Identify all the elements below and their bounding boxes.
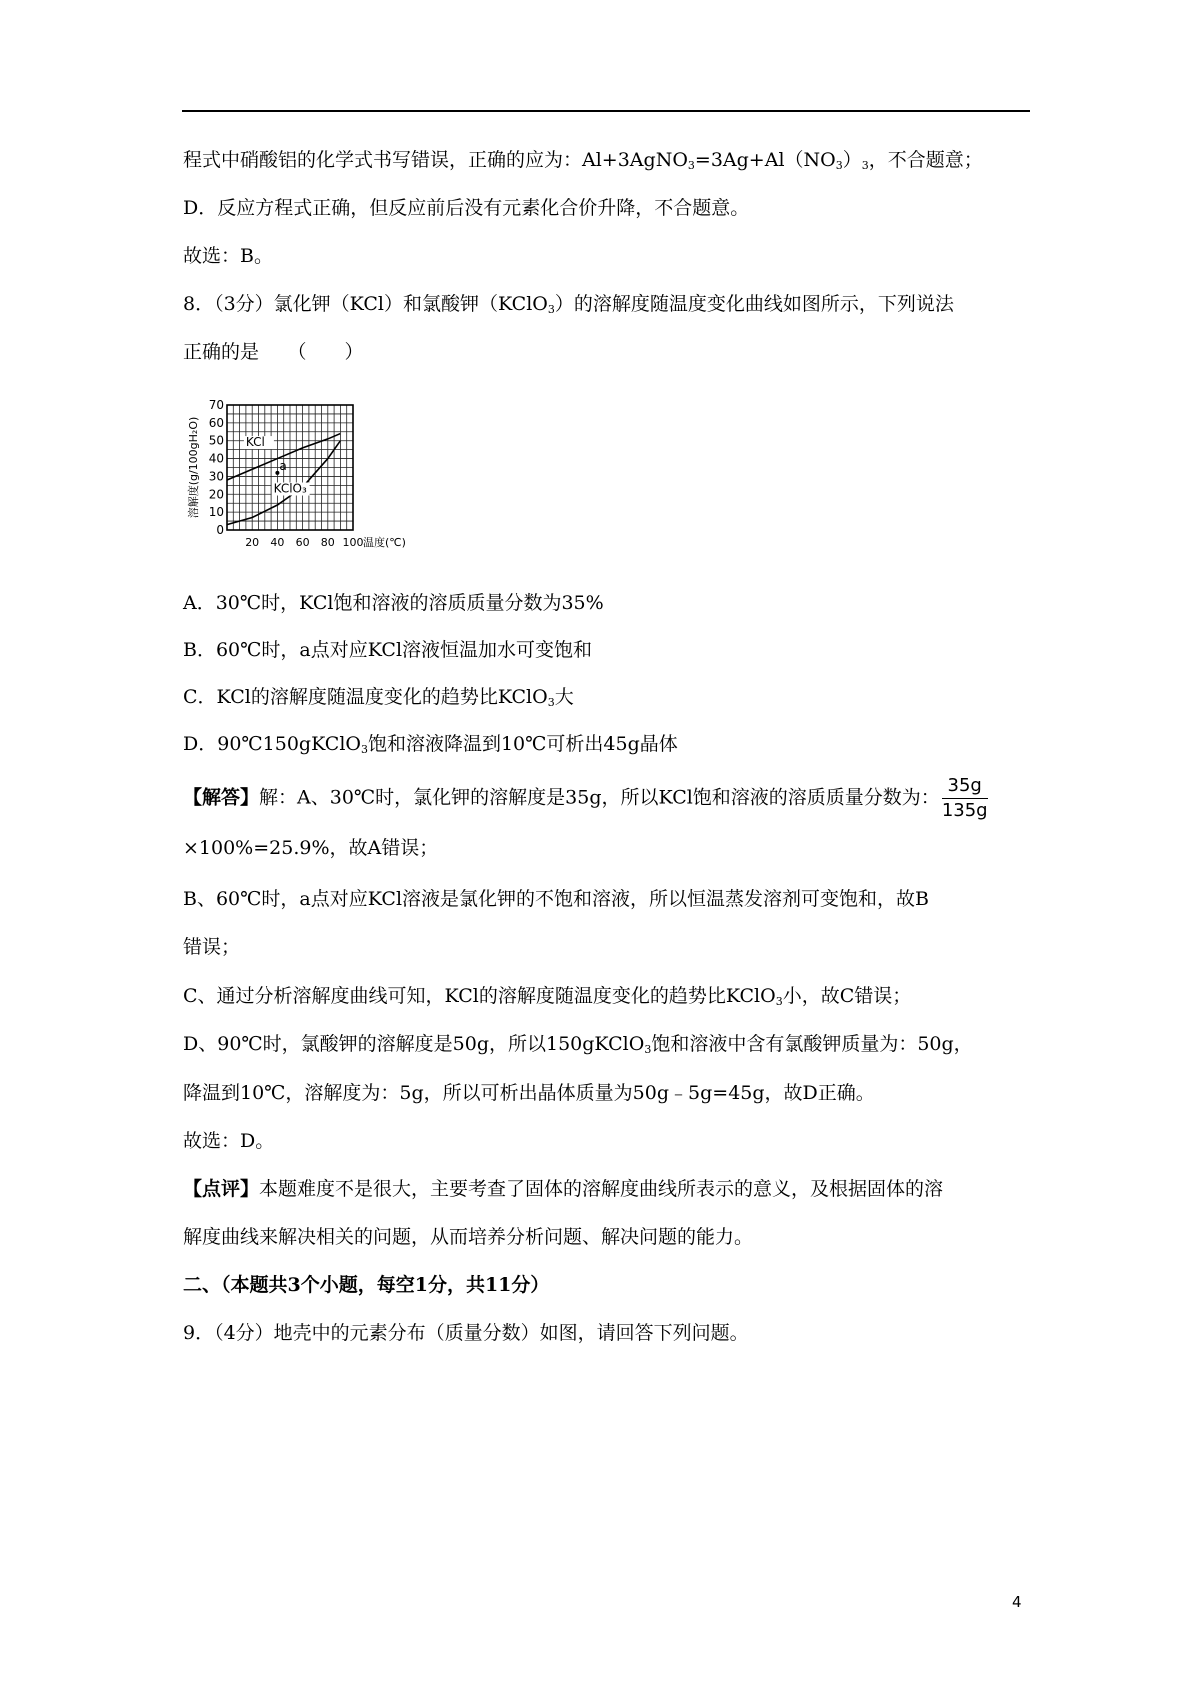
chart-grid [227, 405, 353, 530]
text-line: D．反应方程式正确，但反应前后没有元素化合价升降，不合题意。 [183, 197, 750, 219]
y-tick-label: 20 [208, 487, 224, 502]
comment-tag: 【点评】 [183, 1178, 260, 1200]
option-c: C．KCl的溶解度随温度变化的趋势比KClO$_3$大 [183, 686, 574, 709]
text-line: 程式中硝酸铝的化学式书写错误，正确的应为：$Al+3AgNO_3=3Ag+Al(NO_3)_3$，不合题意； [183, 149, 983, 172]
text-line: 故选：B。 [183, 245, 273, 267]
text-line: D、90℃时，氯酸钾的溶解度是50g，所以150gKClO$_3$饱和溶液中含有氯酸钾质量为：50g， [183, 1033, 973, 1056]
y-tick-label: 50 [208, 433, 224, 448]
text-line: 错误； [183, 936, 241, 958]
y-axis-label: 溶解度(g/100gH₂O) [187, 416, 200, 519]
option-d: D．90℃150gKClO$_3$饱和溶液降温到10℃可析出45g晶体 [183, 733, 678, 756]
x-tick-label: 80 [320, 536, 335, 549]
text-line: 降温到10℃，溶解度为：5g，所以可析出晶体质量为50g﹣5g=45g，故D正确。 [183, 1082, 875, 1104]
x-axis-label: 温度(℃) [363, 536, 406, 549]
header-rule [182, 110, 1030, 112]
series-label-kcl: KCl [245, 435, 265, 450]
text-line: C、通过分析溶解度曲线可知，KCl的溶解度随温度变化的趋势比KClO$_3$小，故C错误； [183, 985, 912, 1008]
y-tick-label: 30 [208, 469, 224, 484]
section-heading: 二、（本题共3个小题，每空1分，共11分） [183, 1274, 550, 1296]
fraction: $\frac{35g}{135g}$ [941, 775, 988, 821]
chart-labels [244, 435, 310, 495]
question-8-stem: 8．（3分）氯化钾（KCl）和氯酸钾（KClO$_3$）的溶解度随温度变化曲线如图所示，下列说法 [183, 293, 954, 316]
x-tick-label: 20 [245, 536, 260, 549]
y-tick-label: 40 [208, 451, 224, 466]
annotation-a: a [279, 458, 287, 473]
comment-line: 【点评】本题难度不是很大，主要考查了固体的溶解度曲线所表示的意义，及根据固体的溶 [183, 1178, 944, 1200]
answer-tag: 【解答】 [183, 786, 260, 809]
option-a: A．30℃时，KCl饱和溶液的溶质质量分数为35% [183, 592, 604, 614]
y-tick-label: 10 [208, 505, 224, 520]
text-line: ×100%=25.9%，故A错误； [183, 837, 439, 859]
text-line: B、60℃时，a点对应KCl溶液是氯化钾的不饱和溶液，所以恒温蒸发溶剂可变饱和，故B [183, 888, 929, 910]
x-tick-label: 100 [342, 536, 364, 549]
question-8-stem-cont: 正确的是 （ ） [183, 341, 364, 363]
series-label-kclo3: KClO₃ [273, 481, 307, 496]
answer-line: 【解答】解：A、30℃时，氯化钾的溶解度是35g，所以KCl饱和溶液的溶质质量分数为： $\frac{35g}{135g}$ [183, 775, 988, 821]
text-line: 解度曲线来解决相关的问题，从而培养分析问题、解决问题的能力。 [183, 1226, 754, 1248]
y-tick-label: 70 [208, 398, 224, 412]
question-9-stem: 9．（4分）地壳中的元素分布（质量分数）如图，请回答下列问题。 [183, 1322, 749, 1344]
x-tick-label: 40 [270, 536, 285, 549]
option-b: B．60℃时，a点对应KCl溶液恒温加水可变饱和 [183, 639, 593, 661]
page-number: 4 [1012, 1593, 1022, 1611]
y-tick-label: 60 [208, 415, 224, 430]
x-tick-label: 60 [295, 536, 310, 549]
solubility-chart [183, 397, 423, 562]
y-tick-label: 0 [216, 523, 224, 537]
text-line: 故选：D。 [183, 1130, 275, 1152]
